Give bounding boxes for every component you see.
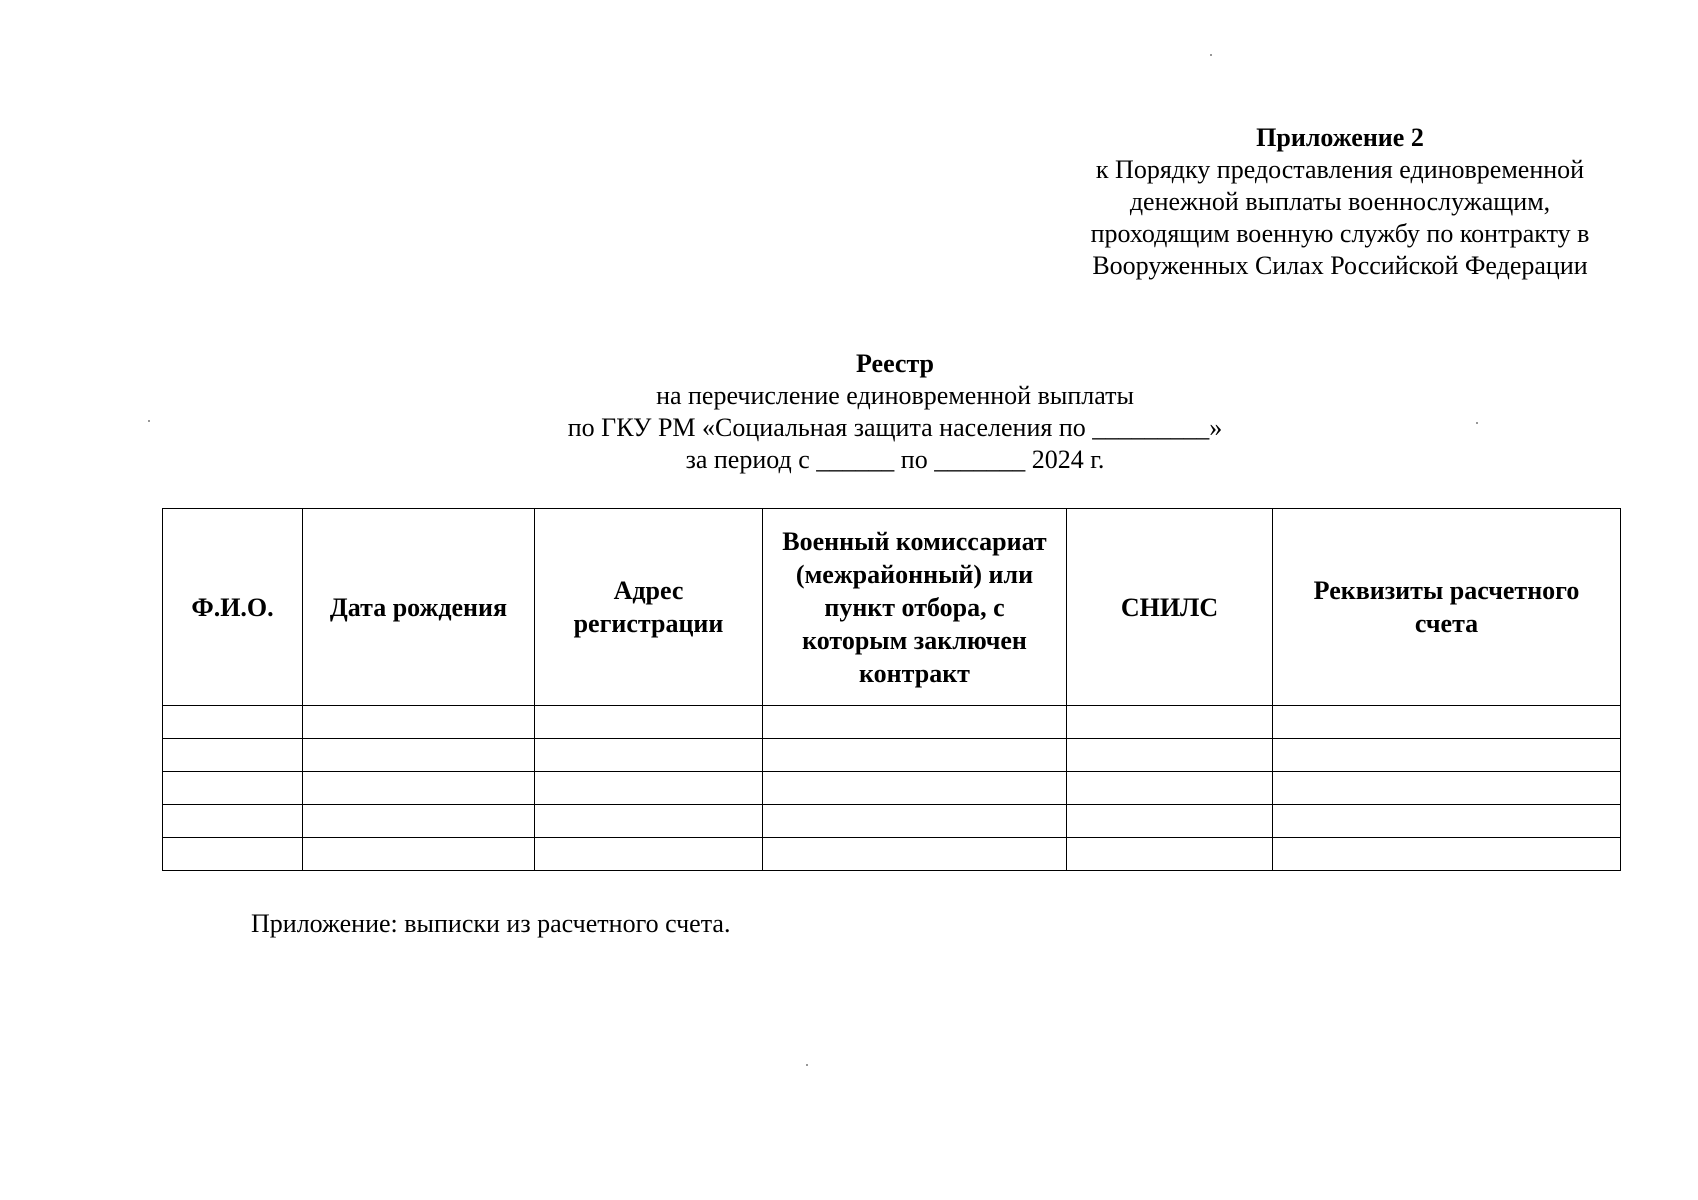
table-cell — [1273, 739, 1621, 772]
registry-title: Реестр — [855, 349, 935, 378]
appendix-title: Приложение 2 — [1256, 123, 1424, 152]
table-row — [163, 772, 1621, 805]
registry-heading — [420, 348, 1370, 476]
table-cell — [163, 739, 303, 772]
table-row — [163, 739, 1621, 772]
table-cell — [1273, 706, 1621, 739]
table-cell — [1273, 772, 1621, 805]
table-cell — [303, 805, 535, 838]
appendix-line: денежной выплаты военнослужащим, — [1129, 187, 1551, 216]
column-header-birth-date: Дата рождения — [303, 509, 535, 706]
table-cell — [763, 706, 1067, 739]
header-row — [163, 509, 1621, 706]
table-row — [163, 805, 1621, 838]
table-cell — [303, 739, 535, 772]
table-cell — [163, 706, 303, 739]
table-cell — [763, 838, 1067, 871]
registry-subtitle-line: по ГКУ РМ «Социальная защита населения по _________» — [567, 413, 1223, 442]
scan-speck — [1210, 54, 1212, 56]
table-cell — [1067, 706, 1273, 739]
table-cell — [1067, 739, 1273, 772]
scan-speck — [806, 1064, 808, 1066]
table-cell — [1067, 772, 1273, 805]
table-cell — [1273, 805, 1621, 838]
scan-speck — [1476, 422, 1478, 424]
table-cell — [535, 772, 763, 805]
table-cell — [535, 838, 763, 871]
column-header-fio: Ф.И.О. — [163, 509, 303, 706]
table-cell — [1273, 838, 1621, 871]
attachment-note: Приложение: выписки из расчетного счета. — [251, 909, 731, 938]
table-cell — [303, 706, 535, 739]
table-cell — [1067, 838, 1273, 871]
table-cell — [163, 805, 303, 838]
table-row — [163, 706, 1621, 739]
table-cell — [535, 739, 763, 772]
registry-subtitle-line: на перечисление единовременной выплаты — [656, 381, 1134, 410]
table-cell — [763, 772, 1067, 805]
table-cell — [303, 838, 535, 871]
registry-period-line: за период с ______ по _______ 2024 г. — [685, 445, 1105, 474]
column-header-address: Адрес регистрации — [535, 509, 763, 706]
table-row — [163, 838, 1621, 871]
table-cell — [535, 805, 763, 838]
table-cell — [303, 772, 535, 805]
table-cell — [763, 805, 1067, 838]
column-header-commissariat: Военный комиссариат (межрайонный) или пункт отбора, с которым заключен контракт — [763, 509, 1067, 706]
appendix-line: к Порядку предоставления единовременной — [1095, 155, 1585, 184]
appendix-line: Вооруженных Силах Российской Федерации — [1092, 251, 1588, 280]
column-header-account: Реквизиты расчетного счета — [1273, 509, 1621, 706]
table-cell — [163, 772, 303, 805]
appendix-line: проходящим военную службу по контракту в — [1090, 219, 1590, 248]
table-cell — [163, 838, 303, 871]
table-cell — [1067, 805, 1273, 838]
table-cell — [763, 739, 1067, 772]
appendix-block — [1040, 122, 1640, 282]
register-body — [163, 706, 1621, 871]
scan-speck — [148, 420, 150, 422]
column-header-snils: СНИЛС — [1067, 509, 1273, 706]
register-table — [162, 508, 1621, 871]
table-cell — [535, 706, 763, 739]
